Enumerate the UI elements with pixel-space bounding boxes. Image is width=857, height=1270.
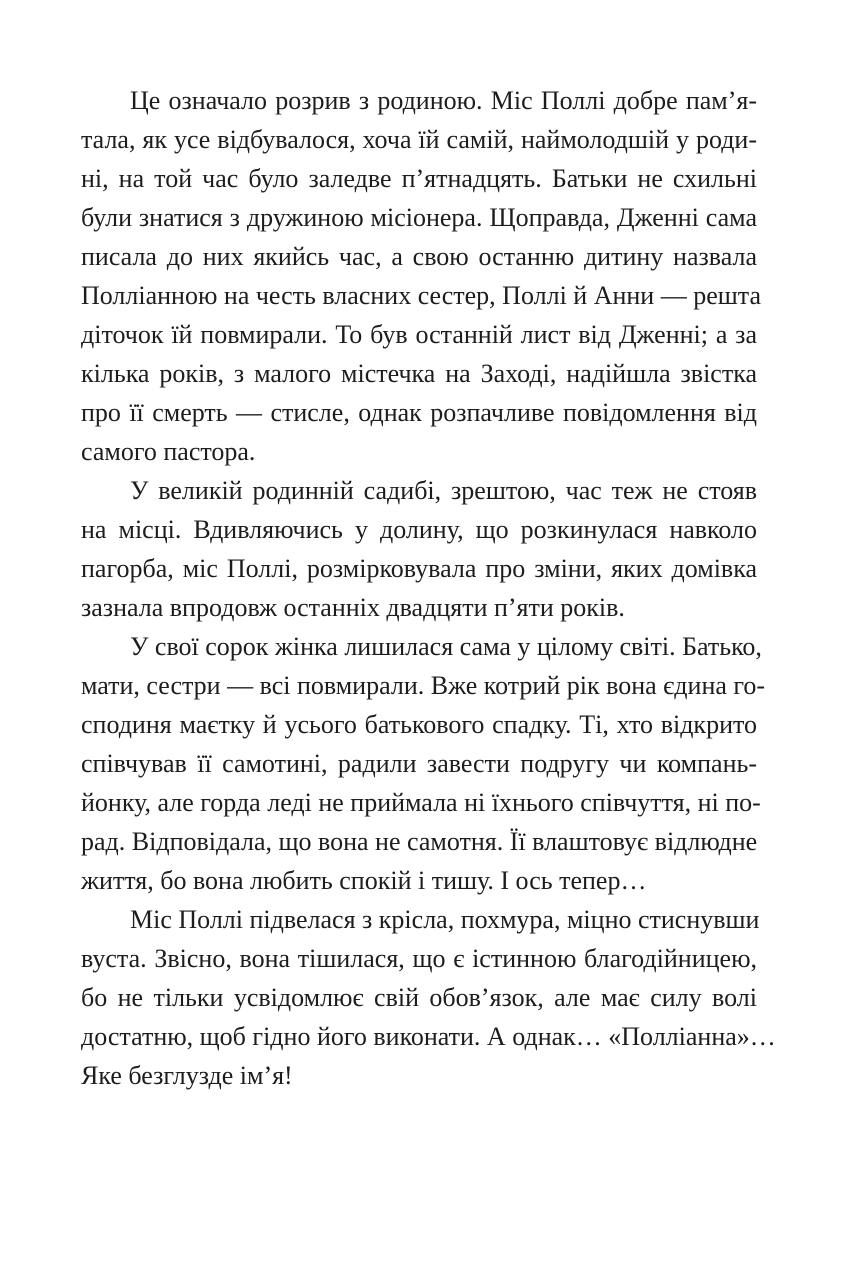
text-line: самого пастора.	[81, 437, 256, 466]
book-page	[81, 81, 776, 1095]
text-line: Міс Поллі підвелася з крісла, похмура, міцно стиснувши	[130, 905, 760, 934]
text-line: діточок їй повмирали. То був останній лист від Дженні; а за	[81, 320, 757, 349]
text-line: мати, сестри — всі повмирали. Вже котрий рік вона єдина го-	[81, 671, 766, 700]
text-line: рад. Відповідала, що вона не самотня. Її влаштовує відлюдне	[81, 827, 758, 856]
text-line: співчував її самотині, радили завести подругу чи компань-	[81, 749, 757, 778]
text-line: ні, на той час було заледве п’ятнадцять. Батьки не схильні	[81, 164, 757, 193]
text-line: про її смерть — стисле, однак розпачливе повідомлення від	[81, 398, 757, 427]
text-line: Поллiанною на честь власних сестер, Поллі й Анни — решта	[81, 281, 761, 310]
text-line: писала до них якийсь час, а свою останню дитину назвала	[81, 242, 757, 271]
text-line: кілька років, з малого містечка на Заході, надійшла звістка	[81, 359, 757, 388]
text-line: йонку, але горда леді не приймала ні їхнього співчуття, ні по-	[81, 788, 761, 817]
text-line: достатню, щоб гідно його виконати. А однак… «Поллiанна»…	[81, 1022, 776, 1051]
text-line: У свої сорок жінка лишилася сама у цілому світі. Батько,	[130, 632, 762, 661]
text-line: були знатися з дружиною місіонера. Щоправда, Дженні сама	[81, 203, 757, 232]
paragraph-2	[81, 471, 757, 627]
text-line: пагорба, міс Поллі, розмірковувала про зміни, яких домівка	[81, 554, 757, 583]
text-line: на місці. Вдивляючись у долину, що розкинулася навколо	[81, 515, 757, 544]
text-line: вуста. Звісно, вона тішилася, що є істинною благодійницею,	[81, 944, 757, 973]
text-line: Яке безглузде ім’я!	[81, 1061, 293, 1090]
text-line: Це означало розрив з родиною. Міс Поллі добре пам’я-	[130, 86, 757, 115]
text-line: бо не тільки усвідомлює свій обов’язок, але має силу волі	[81, 983, 757, 1012]
text-line: У великій родинній садибі, зрештою, час теж не стояв	[130, 476, 757, 505]
paragraph-3	[81, 627, 766, 900]
text-line: сподиня маєтку й усього батькового спадку. Ті, хто відкрито	[81, 710, 757, 739]
paragraph-1	[81, 81, 761, 471]
text-line: тала, як усе відбувалося, хоча їй самій, наймолодшій у роди-	[81, 125, 757, 154]
paragraph-4	[81, 900, 776, 1095]
text-line: життя, бо вона любить спокій і тишу. І ось тепер…	[81, 866, 647, 895]
text-line: зазнала впродовж останніх двадцяти п’яти років.	[81, 593, 625, 622]
